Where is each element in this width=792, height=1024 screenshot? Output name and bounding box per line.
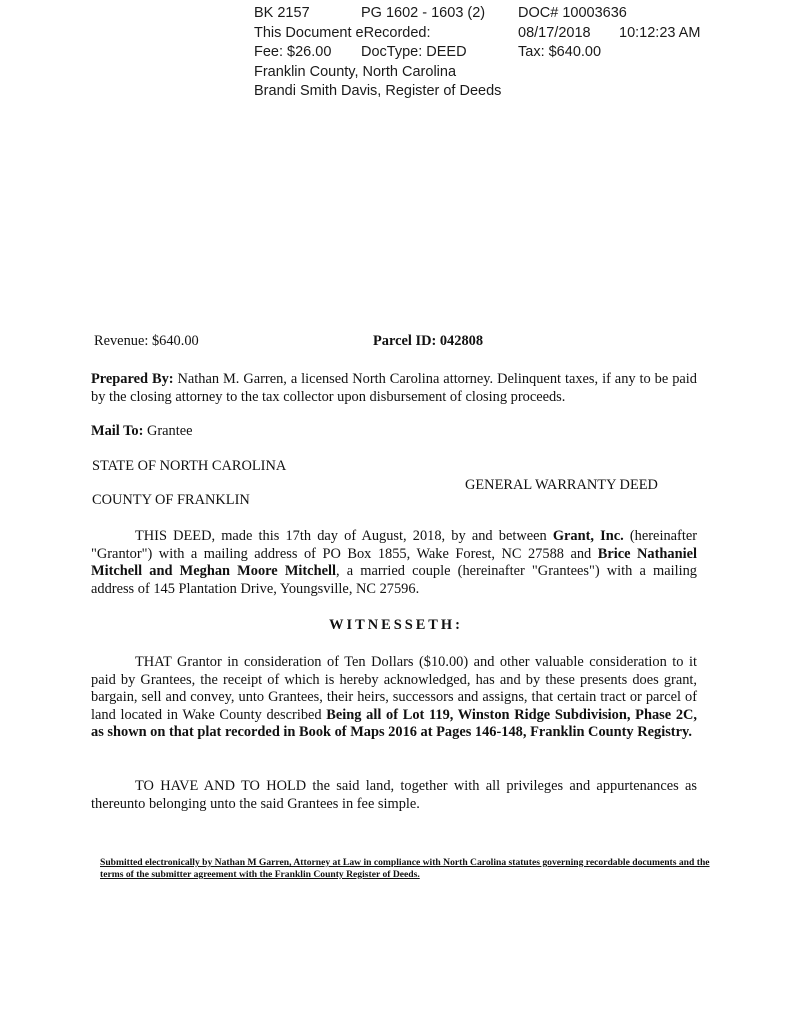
erecorded-label: This Document eRecorded: — [254, 24, 431, 41]
recording-county: Franklin County, North Carolina — [254, 63, 457, 80]
habendum-paragraph: TO HAVE AND TO HOLD the said land, together with all privileges and appurtenances as thereunto belonging unto the said Grantees in fee simple. — [91, 778, 697, 812]
prepared-by-label: Prepared By: — [91, 371, 174, 387]
revenue-stamp: Revenue: $640.00 — [94, 333, 199, 349]
page-range: PG 1602 - 1603 (2) — [361, 5, 486, 21]
prepared-by-text: Nathan M. Garren, a licensed North Carolina attorney. Delinquent taxes, if any to be paid by the closing attorney to the tax collector upon disbursement of closing proceeds. — [91, 371, 697, 405]
book-number: BK 2157 — [254, 5, 310, 21]
doc-number: DOC# 10003636 — [518, 5, 627, 21]
recording-fee: Fee: $26.00 — [254, 44, 332, 60]
mail-to-label: Mail To: — [91, 423, 144, 439]
intro-text-1: THIS DEED, made this 17th day of August, 2018, by and between — [135, 528, 553, 544]
witnesseth-heading: WITNESSETH: — [329, 617, 463, 633]
deed-intro-paragraph — [91, 528, 697, 598]
county-caption: COUNTY OF FRANKLIN — [92, 492, 250, 508]
grantor-name: Grant, Inc. — [552, 528, 624, 544]
recorded-time: 10:12:23 AM — [619, 24, 701, 41]
recorded-date: 08/17/2018 — [518, 24, 591, 41]
state-caption: STATE OF NORTH CAROLINA — [92, 458, 287, 474]
intro-text-2: (hereinafter "Grantor") with a mailing address of PO Box 1855, Wake Forest, NC 27588 and — [91, 528, 697, 562]
intro-text-3: , a married couple (hereinafter "Grantees") with a mailing address of 145 Plantation Drive, Youngsville, NC 27596. — [91, 563, 697, 597]
grantee-names: Brice Nathaniel Mitchell and Meghan Moore Mitchell — [91, 545, 698, 579]
prepared-by — [91, 371, 697, 406]
register-of-deeds: Brandi Smith Davis, Register of Deeds — [254, 83, 502, 99]
parcel-id: Parcel ID: 042808 — [373, 333, 484, 349]
consideration-paragraph — [91, 654, 697, 742]
electronic-submission-note: Submitted electronically by Nathan M Garren, Attorney at Law in compliance with North Carolina statutes governing recordable documents and the terms of the submitter agreement with the Franklin County Register of Deeds. — [100, 857, 710, 880]
legal-description: Being all of Lot 119, Winston Ridge Subdivision, Phase 2C, as shown on that plat recorded in Book of Maps 2016 at Pages 146-148, Franklin County Registry. — [91, 706, 698, 740]
excise-tax: Tax: $640.00 — [518, 44, 602, 60]
doc-type: DocType: DEED — [361, 44, 467, 60]
mail-to — [91, 423, 193, 441]
mail-to-text: Grantee — [143, 423, 193, 439]
deed-title: GENERAL WARRANTY DEED — [465, 477, 658, 493]
consideration-text: THAT Grantor in consideration of Ten Dollars ($10.00) and other valuable consideration to it paid by Grantees, the receipt of which is hereby acknowledged, has and by these presents does grant, bargain, sell and convey, unto Grantees, their heirs, successors and assigns, that certain tract or parcel of land located in Wake County described — [91, 654, 697, 723]
